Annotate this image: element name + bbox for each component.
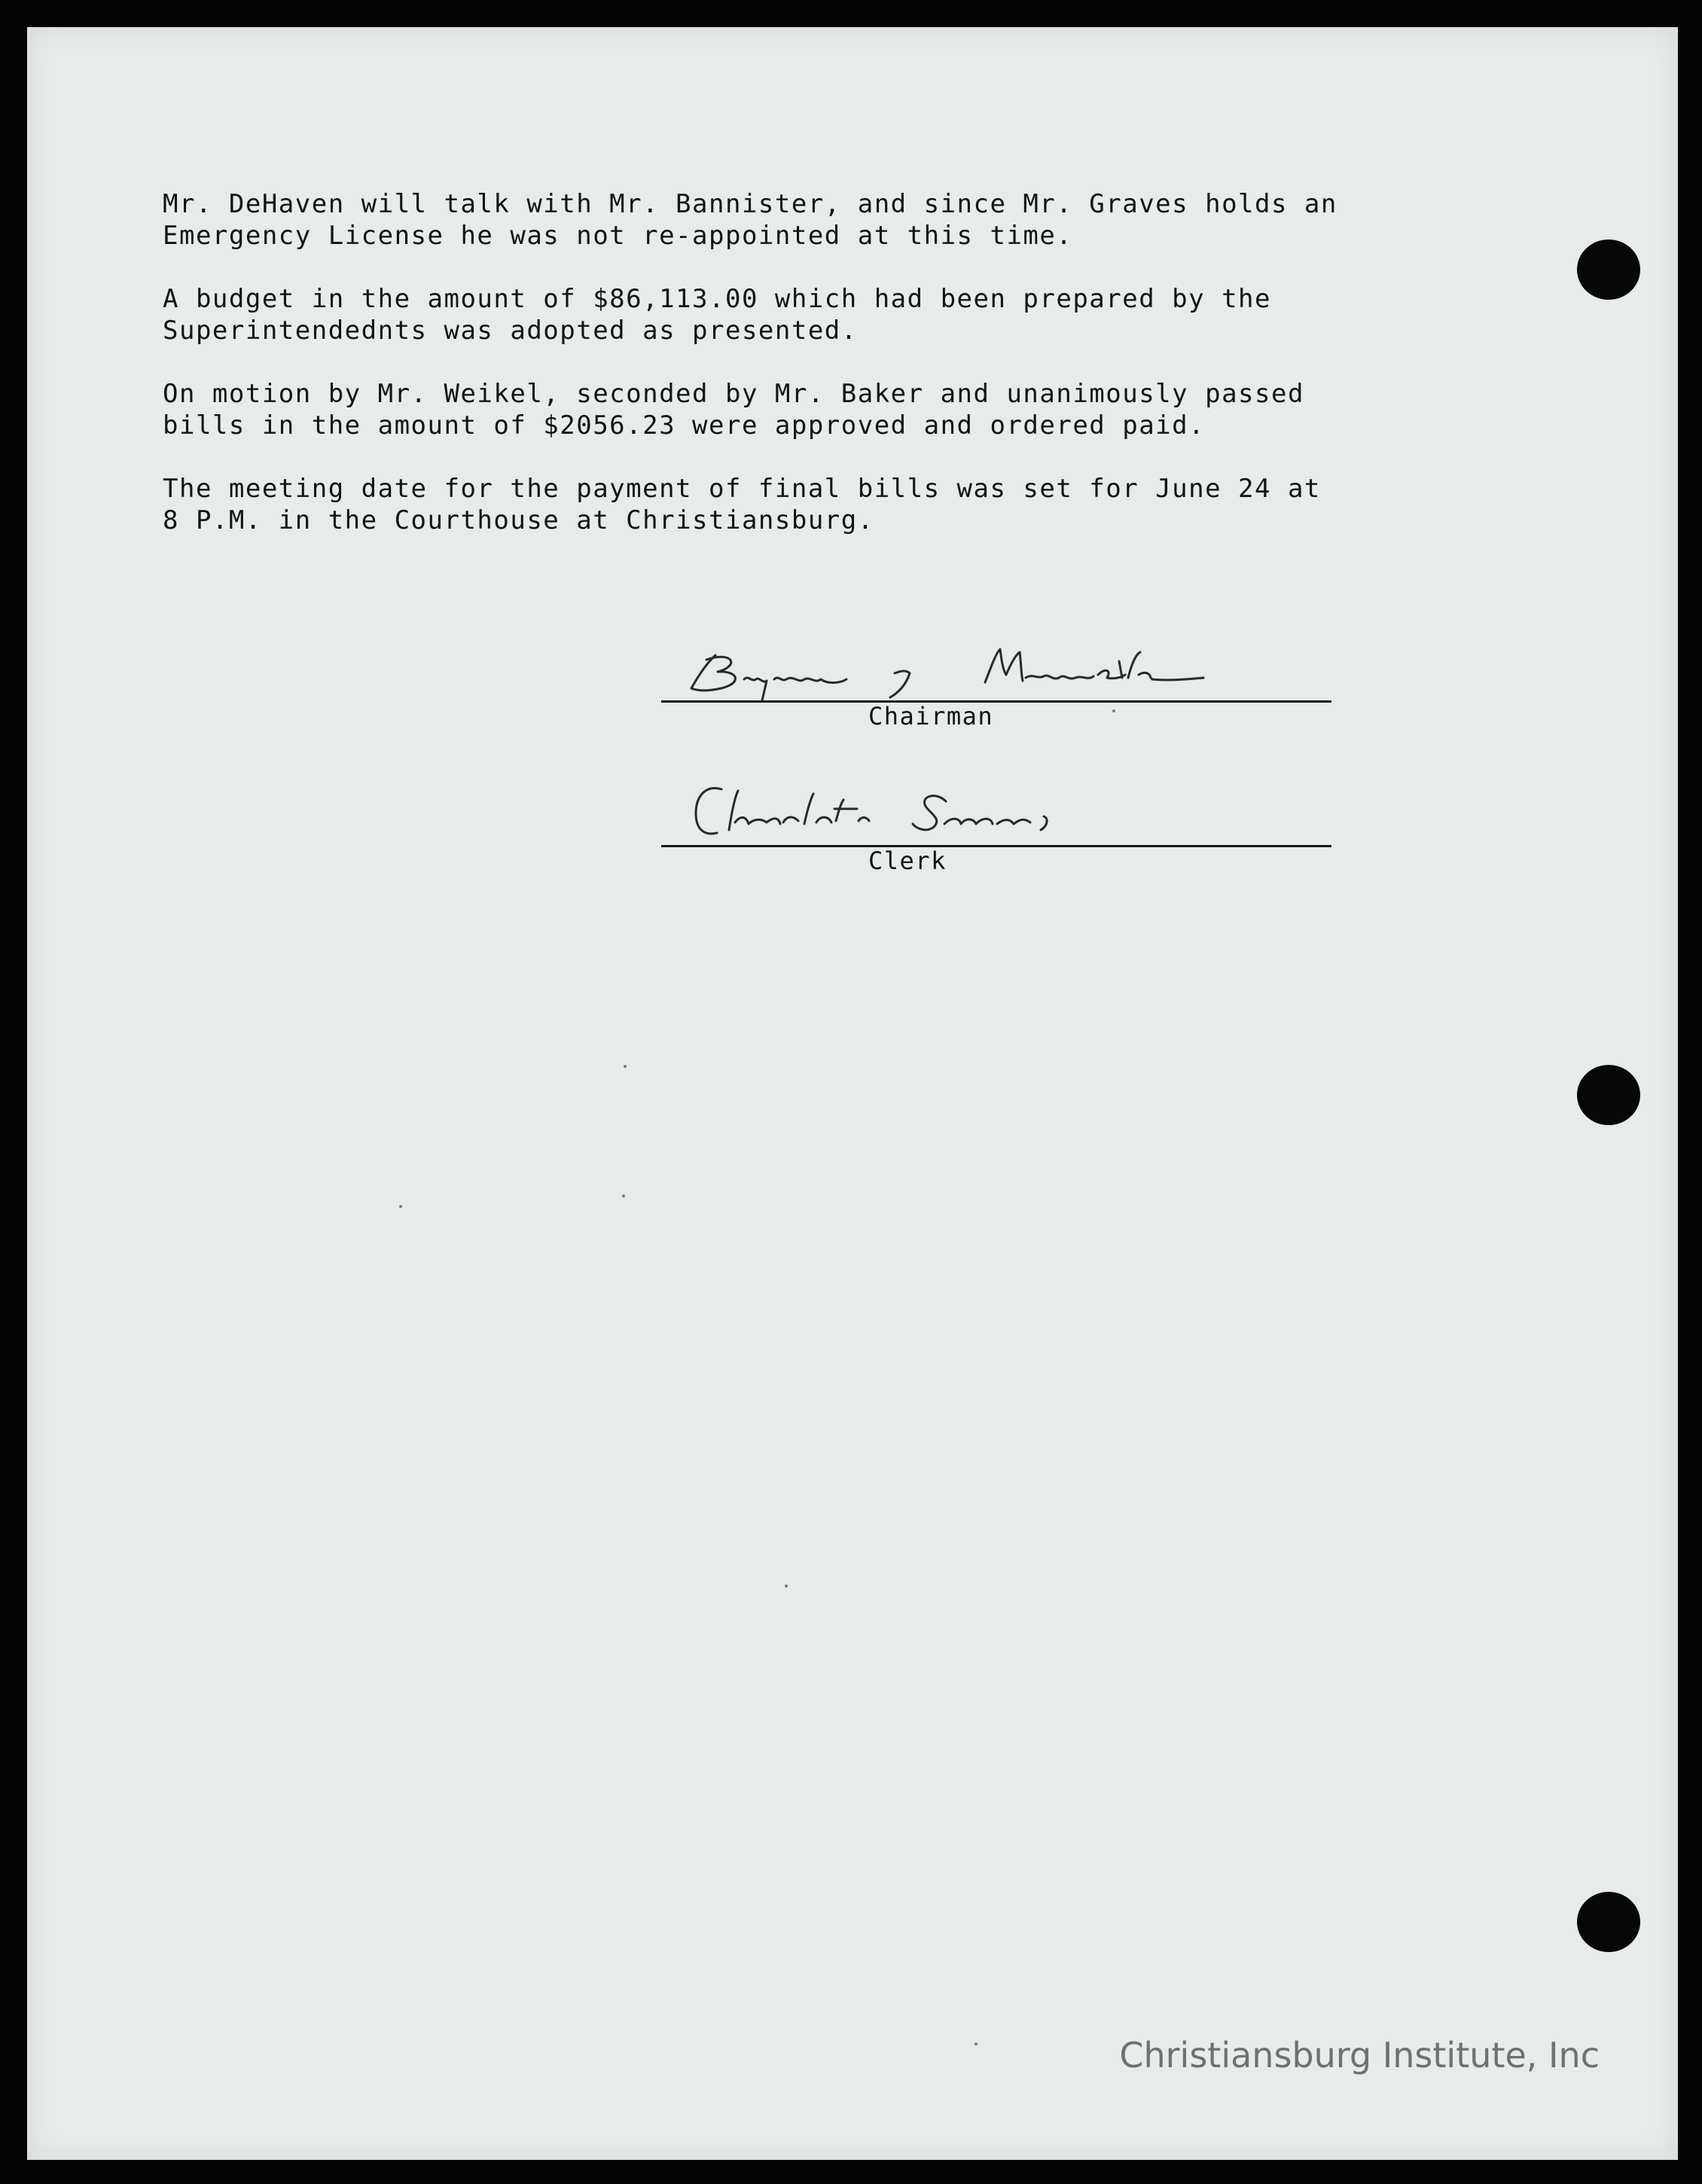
paper-speck	[1112, 709, 1115, 712]
text-line: On motion by Mr. Weikel, seconded by Mr. Baker and unanimously passed	[163, 379, 1304, 409]
text-line: The meeting date for the payment of final bills was set for June 24 at	[163, 474, 1321, 504]
paper-speck	[975, 2042, 978, 2045]
paragraph-bills-motion	[163, 378, 1368, 441]
punch-hole-bottom	[1577, 1892, 1640, 1952]
paragraph-meeting-date	[163, 473, 1368, 536]
paper-speck	[624, 1065, 627, 1068]
chairman-signature-line	[661, 700, 1331, 703]
text-line: 8 P.M. in the Courthouse at Christiansburg.	[163, 505, 874, 535]
clerk-signature-line	[661, 845, 1331, 847]
punch-hole-top	[1577, 239, 1640, 300]
archive-watermark: Christiansburg Institute, Inc	[1119, 2035, 1600, 2076]
text-line: Mr. DeHaven will talk with Mr. Bannister, and since Mr. Graves holds an	[163, 189, 1338, 219]
paragraph-budget	[163, 283, 1368, 346]
clerk-signature-block	[661, 780, 1331, 878]
clerk-label: Clerk	[868, 846, 947, 875]
text-line: bills in the amount of $2056.23 were approved and ordered paid.	[163, 410, 1206, 441]
text-line: Emergency License he was not re-appointed at this time.	[163, 221, 1073, 251]
punch-hole-middle	[1577, 1065, 1640, 1125]
document-page	[27, 27, 1678, 2160]
paper-speck	[785, 1585, 788, 1588]
paragraph-dehaven	[163, 188, 1368, 252]
text-line: A budget in the amount of $86,113.00 which had been prepared by the	[163, 284, 1271, 314]
clerk-handwritten-signature	[661, 780, 1331, 850]
paper-speck	[399, 1205, 402, 1208]
minutes-body	[163, 188, 1368, 568]
chairman-signature-block	[661, 645, 1331, 735]
text-line: Superintendednts was adopted as presented.	[163, 316, 858, 346]
paper-speck	[622, 1194, 625, 1197]
chairman-handwritten-signature	[661, 645, 1331, 705]
chairman-label: Chairman	[868, 702, 994, 731]
